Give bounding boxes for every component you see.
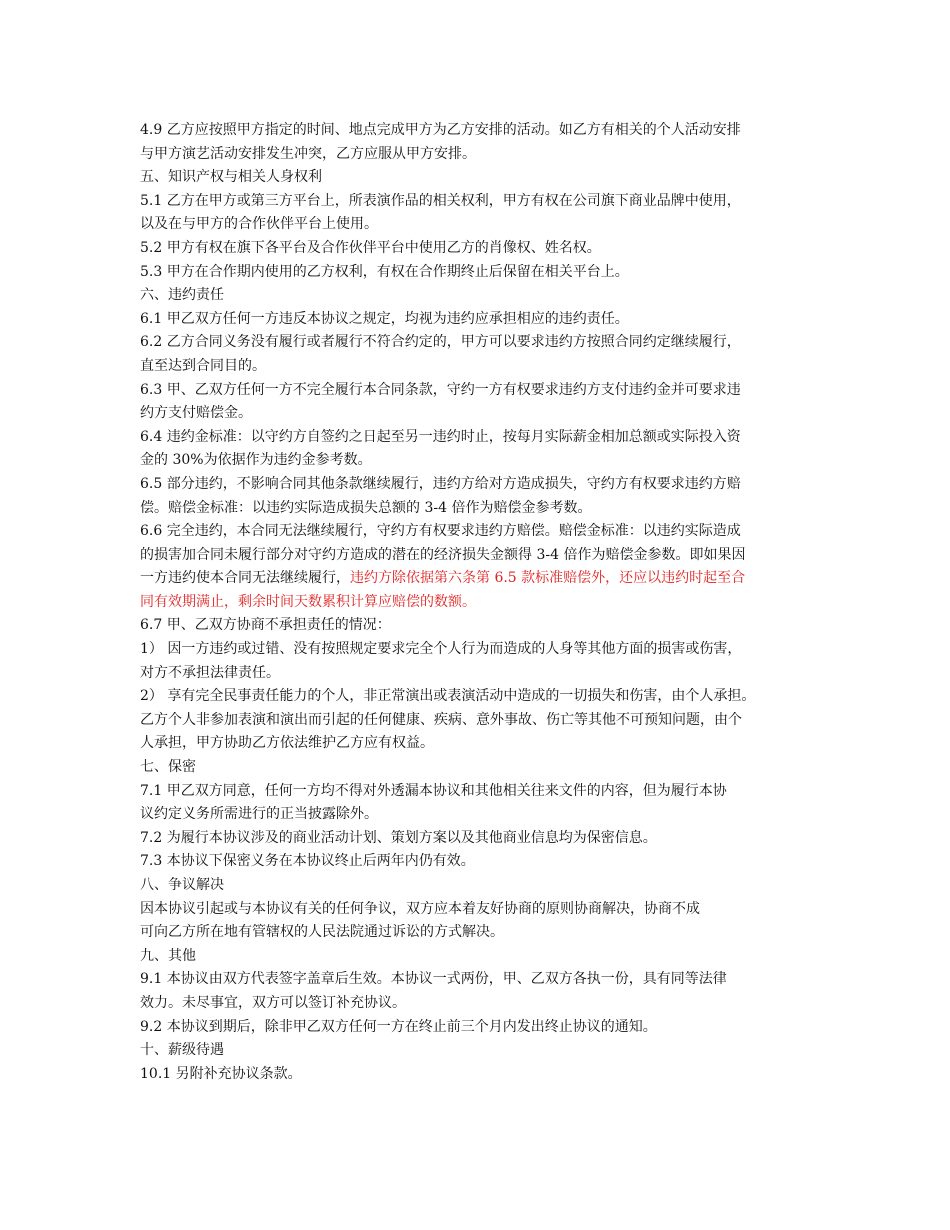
text-line: 6.3 甲、乙双方任何一方不完全履行本合同条款，守约一方有权要求违约方支付违约金并可要求违 [140, 381, 741, 398]
highlighted-text: 违约方除依据第六条第 6.5 款标准赔偿外，还应以违约时起至合 [350, 570, 746, 587]
text-line: 可向乙方所在地有管辖权的人民法院通过诉讼的方式解决。 [140, 924, 504, 941]
text-line: 的损害加合同未履行部分对守约方造成的潜在的经济损失金额得 3-4 倍作为赔偿金参数。即如果因 [140, 546, 746, 563]
text-line: 9.2 本协议到期后，除非甲乙双方任何一方在终止前三个月内发出终止协议的通知。 [140, 1018, 657, 1035]
section-heading: 十、薪级待遇 [140, 1042, 224, 1059]
document-page [140, 119, 820, 1086]
text-line: 约方支付赔偿金。 [140, 405, 252, 422]
text-line: 6.7 甲、乙双方协商不承担责任的情况： [140, 617, 391, 634]
text-line: 4.9 乙方应按照甲方指定的时间、地点完成甲方为乙方安排的活动。如乙方有相关的个人活动安排 [140, 122, 741, 138]
section-heading: 五、知识产权与相关人身权利 [140, 169, 322, 186]
text-line: 1） 因一方违约或过错、没有按照规定要求完全个人行为而造成的人身等其他方面的损害或伤害， [140, 641, 742, 658]
text-line: 因本协议引起或与本协议有关的任何争议，双方应本着友好协商的原则协商解决，协商不成 [140, 900, 700, 917]
text-line: 5.2 甲方有权在旗下各平台及合作伙伴平台中使用乙方的肖像权、姓名权。 [140, 239, 601, 256]
text-line: 2） 享有完全民事责任能力的个人，非正常演出或表演活动中造成的一切损失和伤害，由个人承担。 [140, 688, 756, 705]
text-line: 9.1 本协议由双方代表签字盖章后生效。本协议一式两份，甲、乙双方各执一份，具有同等法律 [140, 971, 727, 988]
text-line: 人承担，甲方协助乙方依法维护乙方应有权益。 [140, 735, 434, 752]
text-line: 乙方个人非参加表演和演出而引起的任何健康、疾病、意外事故、伤亡等其他不可预知问题，由个 [140, 711, 742, 728]
text-line: 6.4 违约金标准：以守约方自签约之日起至另一违约时止，按每月实际薪金相加总额或实际投入资 [140, 428, 741, 445]
highlighted-text-line: 同有效期满止，剩余时间天数累积计算应赔偿的数额。 [140, 593, 476, 610]
text-line: 7.1 甲乙双方同意，任何一方均不得对外透漏本协议和其他相关往来文件的内容，但为履行本协 [140, 782, 727, 799]
text-span: 一方违约使本合同无法继续履行， [140, 570, 350, 587]
section-heading: 六、违约责任 [140, 287, 224, 304]
text-line: 5.3 甲方在合作期内使用的乙方权利，有权在合作期终止后保留在相关平台上。 [140, 263, 629, 280]
text-line: 以及在与甲方的合作伙伴平台上使用。 [140, 216, 378, 233]
text-line: 6.1 甲乙双方任何一方违反本协议之规定，均视为违约应承担相应的违约责任。 [140, 310, 629, 327]
text-line: 7.2 为履行本协议涉及的商业活动计划、策划方案以及其他商业信息均为保密信息。 [140, 829, 657, 846]
text-line: 直至达到合同目的。 [140, 357, 266, 374]
text-line: 与甲方演艺活动安排发生冲突，乙方应服从甲方安排。 [140, 145, 476, 162]
text-line: 6.6 完全违约，本合同无法继续履行，守约方有权要求违约方赔偿。赔偿金标准：以违约实际造成 [140, 523, 741, 540]
text-line: 5.1 乙方在甲方或第三方平台上，所表演作品的相关权利，甲方有权在公司旗下商业品牌中使用， [140, 192, 741, 209]
section-heading: 九、其他 [140, 947, 196, 964]
text-line-mixed [140, 567, 820, 591]
text-line: 6.5 部分违约，不影响合同其他条款继续履行，违约方给对方造成损失，守约方有权要求违约方赔 [140, 475, 741, 492]
text-line: 效力。未尽事宜，双方可以签订补充协议。 [140, 994, 406, 1011]
section-heading: 七、保密 [140, 759, 196, 776]
text-line: 10.1 另附补充协议条款。 [140, 1065, 302, 1082]
text-line: 对方不承担法律责任。 [140, 664, 280, 681]
text-line: 议约定义务所需进行的正当披露除外。 [140, 806, 378, 823]
text-line: 6.2 乙方合同义务没有履行或者履行不符合约定的，甲方可以要求违约方按照合同约定继续履行， [140, 334, 741, 351]
text-line: 金的 30%为依据作为违约金参考数。 [140, 452, 372, 469]
text-line: 偿。赔偿金标准：以违约实际造成损失总额的 3-4 倍作为赔偿金参考数。 [140, 499, 592, 516]
section-heading: 八、争议解决 [140, 877, 224, 893]
text-line: 7.3 本协议下保密义务在本协议终止后两年内仍有效。 [140, 853, 475, 870]
